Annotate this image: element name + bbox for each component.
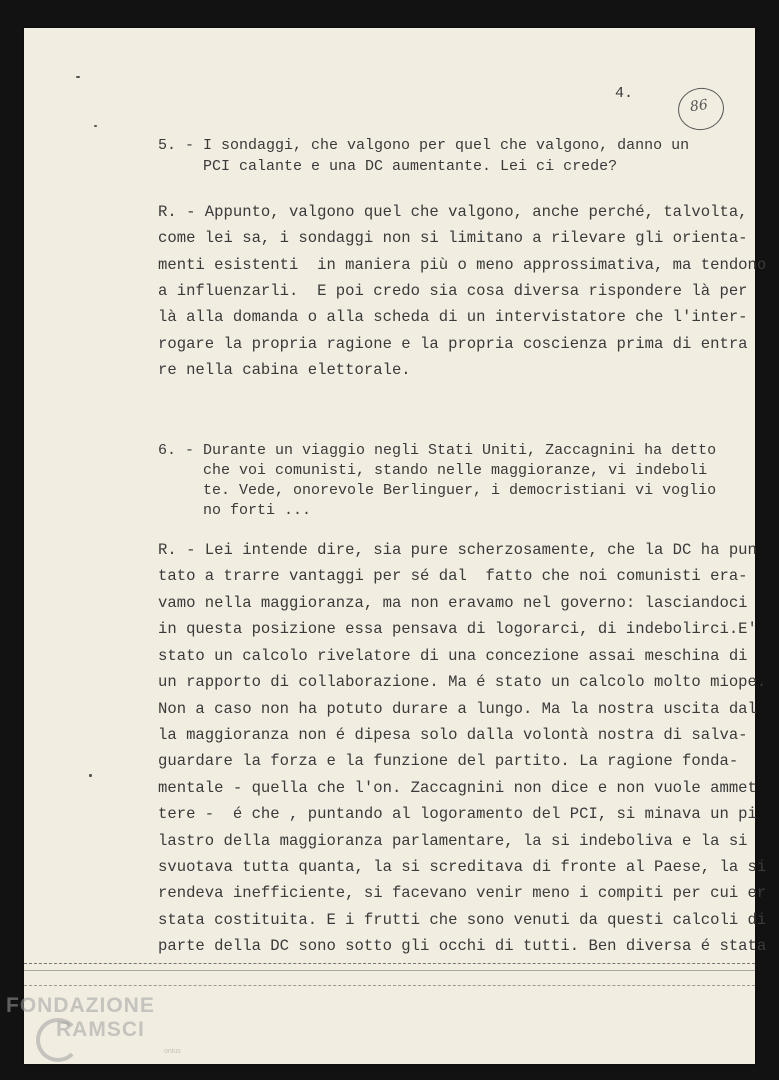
text-line: R. - Lei intende dire, sia pure scherzosamente, che la DC ha pun [158, 541, 757, 559]
text-line: là alla domanda o alla scheda di un intervistatore che l'inter- [158, 308, 748, 326]
text-line: parte della DC sono sotto gli occhi di tutti. Ben diversa é stata [158, 937, 767, 955]
text-line: te. Vede, onorevole Berlinguer, i democristiani vi voglio [158, 482, 717, 499]
watermark-line-3: onlus [164, 1048, 181, 1055]
text-line: mentale - quella che l'on. Zaccagnini non dice e non vuole ammet [158, 779, 757, 797]
text-line: 5. - I sondaggi, che valgono per quel che valgono, danno un [158, 137, 690, 154]
paper-speck [89, 774, 92, 777]
text-line: stata costituita. E i frutti che sono venuti da questi calcoli di [158, 911, 767, 929]
text-line: 6. - Durante un viaggio negli Stati Uniti, Zaccagnini ha detto [158, 442, 717, 459]
text-line: lastro della maggioranza parlamentare, la si indeboliva e la si [158, 832, 748, 850]
watermark-line-1: FONDAZIONE [6, 994, 155, 1017]
text-line: menti esistenti in maniera più o meno approssimativa, ma tendono [158, 256, 767, 274]
scan-artifact-line [24, 985, 755, 986]
text-line: re nella cabina elettorale. [158, 361, 411, 379]
text-line: come lei sa, i sondaggi non si limitano a rilevare gli orienta- [158, 229, 748, 247]
scan-artifact-line [24, 963, 755, 964]
text-line: in questa posizione essa pensava di logorarci, di indebolirci.E' [158, 620, 757, 638]
text-line: rendeva inefficiente, si facevano venir meno i compiti per cui er [158, 884, 767, 902]
text-line: R. - Appunto, valgono quel che valgono, anche perché, talvolta, [158, 203, 748, 221]
text-line: tere - é che , puntando al logoramento del PCI, si minava un pi [158, 805, 757, 823]
text-line: un rapporto di collaborazione. Ma é stato un calcolo molto miope. [158, 673, 767, 691]
text-line: svuotava tutta quanta, la si screditava di fronte al Paese, la si [158, 858, 767, 876]
archive-stamp-number: 86 [688, 96, 709, 116]
text-line: che voi comunisti, stando nelle maggioranze, vi indeboli [158, 462, 708, 479]
watermark-line-2: RAMSCI [56, 1018, 145, 1041]
text-line: Non a caso non ha potuto durare a lungo. Ma la nostra uscita dal [158, 700, 757, 718]
fondazione-gramsci-watermark [6, 992, 196, 1072]
scan-artifact-line [24, 970, 755, 971]
text-line: guardare la forza e la funzione del partito. La ragione fonda- [158, 752, 739, 770]
text-line: stato un calcolo rivelatore di una concezione assai meschina di [158, 647, 748, 665]
text-line: vamo nella maggioranza, ma non eravamo nel governo: lasciandoci [158, 594, 748, 612]
paper-speck [94, 125, 97, 127]
paper-speck [76, 76, 80, 78]
page-number: 4. [615, 85, 634, 102]
text-line: rogare la propria ragione e la propria coscienza prima di entra [158, 335, 748, 353]
text-line: a influenzarli. E poi credo sia cosa diversa rispondere là per [158, 282, 748, 300]
text-line: PCI calante e una DC aumentante. Lei ci crede? [158, 158, 618, 175]
text-line: la maggioranza non é dipesa solo dalla volontà nostra di salva- [158, 726, 748, 744]
text-line: tato a trarre vantaggi per sé dal fatto che noi comunisti era- [158, 567, 748, 585]
text-line: no forti ... [158, 502, 312, 519]
